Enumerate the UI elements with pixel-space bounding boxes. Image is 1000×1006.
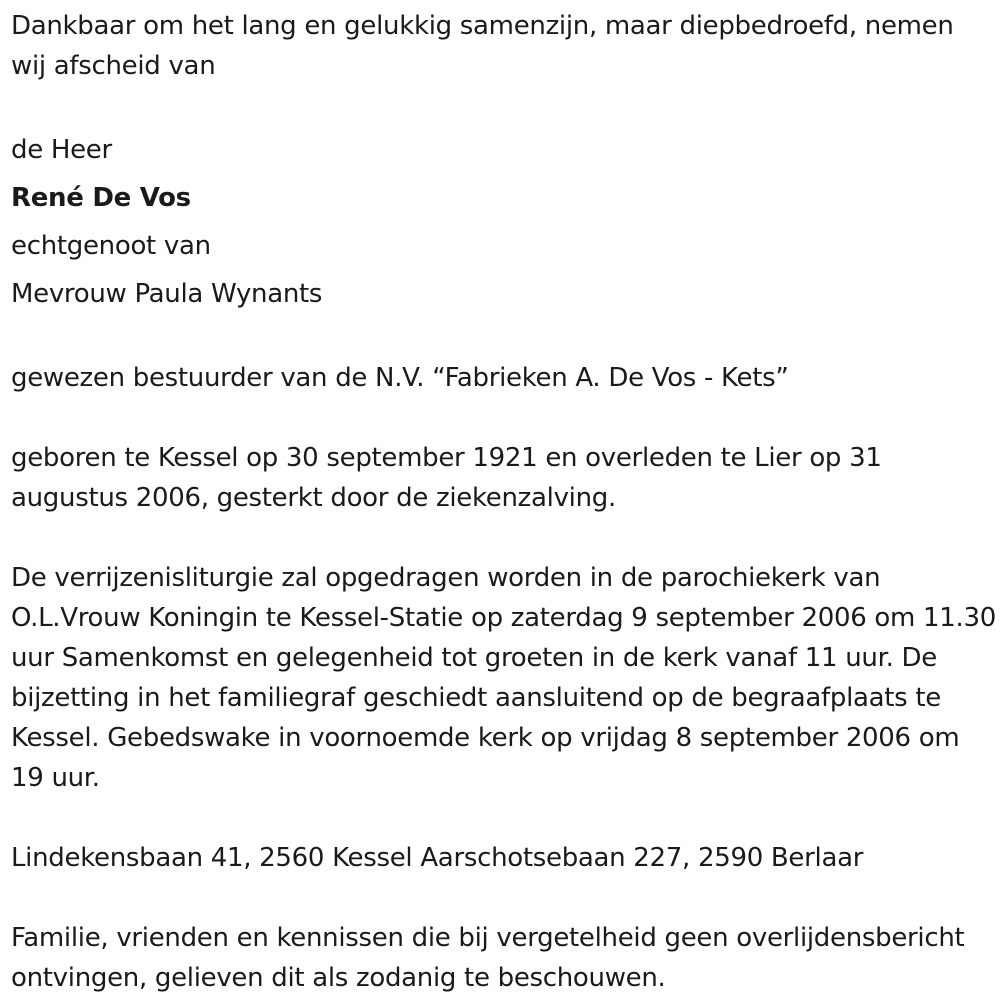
death-notice [11, 6, 996, 998]
relation-text: echtgenoot van [11, 231, 211, 261]
spacer [11, 518, 996, 558]
closing-text: Familie, vrienden en kennissen die bij vergetelheid geen overlijdensbericht ontvingen, gelieven dit als zodanig te beschouwen. [11, 923, 965, 993]
spacer [11, 878, 996, 918]
occupation-text: gewezen bestuurder van de N.V. “Fabrieken A. De Vos - Kets” [11, 363, 789, 393]
ceremony-text: De verrijzenisliturgie zal opgedragen worden in de parochiekerk van O.L.Vrouw Koningin te Kessel-Statie op zaterdag 9 september 2006 om 11.30 uur Samenkomst en gelegenheid tot groeten in de kerk vanaf 11 uur. De bijzetting in het familiegraf geschiedt aansluitend op de begraafplaats te Kessel. Gebedswake in voornoemde kerk op vrijdag 8 september 2006 om 19 uur. [11, 563, 996, 793]
spacer [11, 318, 996, 358]
spacer [11, 798, 996, 838]
birth-death-text: geboren te Kessel op 30 september 1921 en overleden te Lier op 31 augustus 2006, gesterkt door de ziekenzalving. [11, 443, 882, 513]
spouse-name: Mevrouw Paula Wynants [11, 279, 323, 309]
addresses-text: Lindekensbaan 41, 2560 Kessel Aarschotsebaan 227, 2590 Berlaar [11, 843, 864, 873]
deceased-name: René De Vos [11, 183, 191, 213]
spacer [11, 86, 996, 126]
intro-text: Dankbaar om het lang en gelukkig samenzijn, maar diepbedroefd, nemen wij afscheid van [11, 11, 954, 81]
honorific: de Heer [11, 135, 112, 165]
spacer [11, 398, 996, 438]
